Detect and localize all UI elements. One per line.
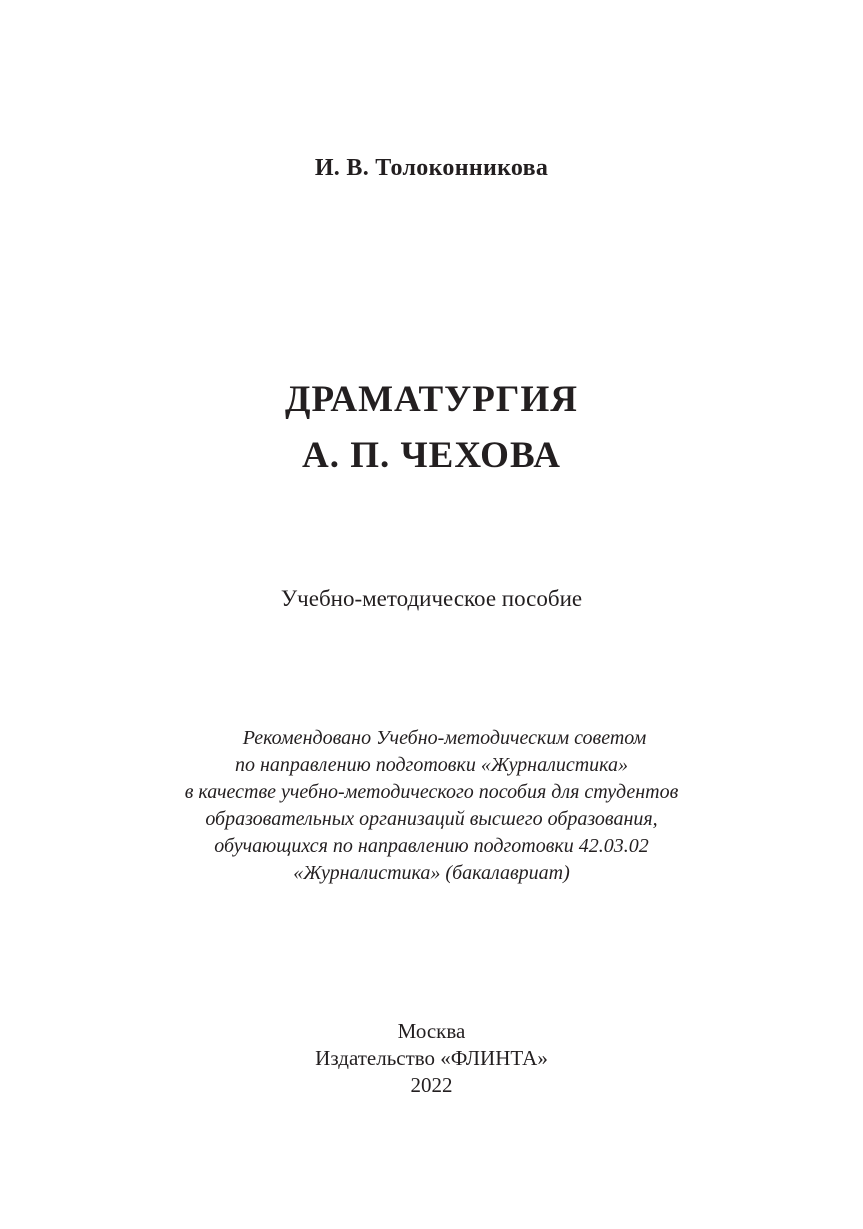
imprint-publisher: Издательство «ФЛИНТА» bbox=[315, 1046, 548, 1070]
author-name: И. В. Толоконникова bbox=[314, 155, 549, 181]
recommendation-line-2: по направлению подготовки «Журналистика» bbox=[234, 754, 629, 776]
book-title-line-1: ДРАМАТУРГИЯ bbox=[285, 379, 578, 420]
imprint-year: 2022 bbox=[410, 1073, 453, 1097]
recommendation-line-1: Рекомендовано Учебно-методическим советом bbox=[242, 727, 647, 749]
recommendation-note bbox=[0, 725, 863, 887]
recommendation-line-6: «Журналистика» (бакалавриат) bbox=[293, 862, 570, 884]
recommendation-line-3: в качестве учебно-методического пособия для студентов bbox=[184, 781, 679, 803]
book-title bbox=[0, 372, 863, 484]
book-title-line-2: А. П. ЧЕХОВА bbox=[301, 435, 562, 476]
imprint-city: Москва bbox=[397, 1019, 466, 1043]
recommendation-line-4: образовательных организаций высшего образования, bbox=[205, 808, 658, 830]
recommendation-line-5: обучающихся по направлению подготовки 42.03.02 bbox=[214, 835, 649, 857]
publisher-imprint bbox=[0, 1018, 863, 1099]
book-subtitle: Учебно-методическое пособие bbox=[280, 586, 583, 611]
